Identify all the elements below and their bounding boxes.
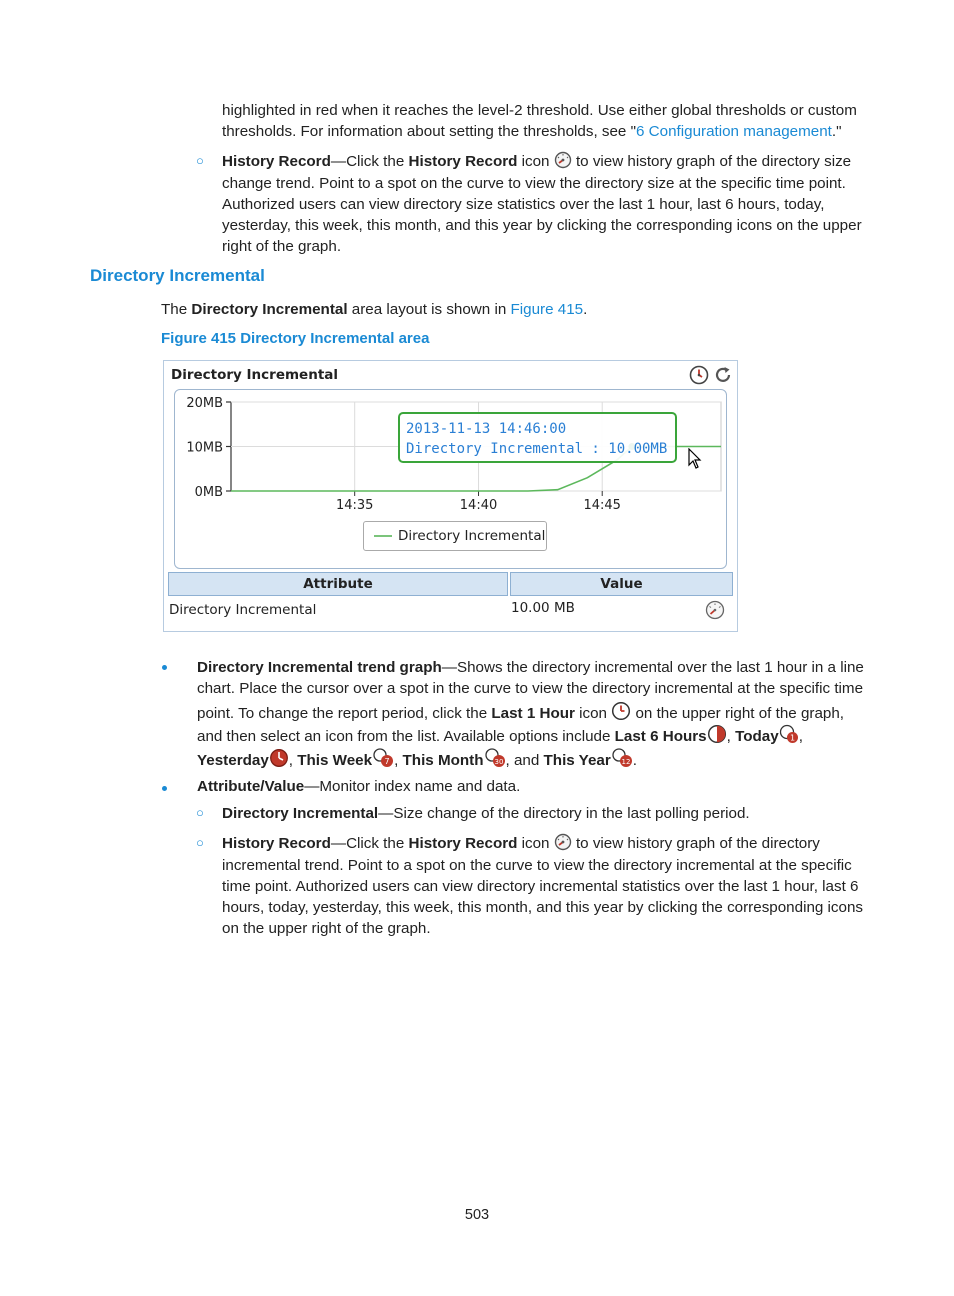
text: icon xyxy=(517,835,554,852)
text: . xyxy=(583,301,588,318)
x-tick-label: 14:35 xyxy=(335,498,374,513)
bullet-trend-graph-line1 xyxy=(197,657,864,678)
text: The xyxy=(161,301,192,318)
text: area layout is shown in xyxy=(347,301,511,318)
history-record-item-1-line4: yesterday, this week, this month, and this year by clicking the corresponding icons on the upper xyxy=(222,217,862,234)
intro-paragraph xyxy=(161,299,587,320)
chart-tooltip xyxy=(398,412,677,463)
refresh-icon[interactable] xyxy=(713,365,733,389)
text: , xyxy=(798,728,803,745)
bullet-trend-graph-line5 xyxy=(197,748,637,774)
text: ." xyxy=(831,123,842,140)
tooltip-time: 2013-11-13 14:46:00 xyxy=(406,421,567,437)
text: icon xyxy=(574,705,612,722)
term: This Week xyxy=(297,752,373,769)
text: , and xyxy=(505,752,544,769)
bullet-marker xyxy=(162,665,167,670)
bullet-marker xyxy=(162,786,167,791)
history-record-item-2-line4: hours, today, yesterday, this week, this month, and this year by clicking the corresponding icons xyxy=(222,899,864,916)
this-month-icon xyxy=(484,748,506,774)
history-record-item-2-line2: incremental trend. Point to a spot on the curve to view the directory incremental at the specific xyxy=(222,857,852,874)
yesterday-icon xyxy=(269,748,289,774)
svg-text:1: 1 xyxy=(789,733,795,743)
text: point. To change the report period, click the xyxy=(197,705,492,722)
term: Today xyxy=(735,728,779,745)
y-tick-label: 20MB xyxy=(186,396,223,411)
term: Directory Incremental trend graph xyxy=(197,659,442,676)
value-cell: 10.00 MB xyxy=(511,600,575,616)
history-record-icon xyxy=(554,833,572,857)
directory-incremental-widget xyxy=(163,360,738,632)
sub-bullet-marker: ○ xyxy=(196,153,204,168)
figure-415-link[interactable]: Figure 415 xyxy=(510,301,584,318)
text: , xyxy=(726,728,736,745)
page-number: 503 xyxy=(464,1207,490,1223)
history-record-icon xyxy=(554,151,572,175)
history-clock-icon[interactable] xyxy=(689,365,709,389)
legend-swatch xyxy=(374,535,392,537)
chart-box xyxy=(174,389,727,569)
bullet-attribute-value xyxy=(197,776,520,797)
history-record-item-1 xyxy=(222,151,851,175)
term: Yesterday xyxy=(197,752,269,769)
term: History Record xyxy=(222,153,331,170)
history-record-icon[interactable] xyxy=(705,600,725,624)
chart-legend xyxy=(363,521,547,551)
text: thresholds. For information about setting the thresholds, see " xyxy=(222,123,636,140)
term: Last 6 Hours xyxy=(614,728,707,745)
history-record-item-2-line5: on the upper right of the graph. xyxy=(222,920,431,937)
configuration-management-link[interactable]: 6 Configuration management xyxy=(636,123,832,140)
text: to view history graph of the directory size xyxy=(571,153,852,170)
y-tick-label: 0MB xyxy=(194,485,223,500)
svg-text:30: 30 xyxy=(494,758,503,766)
term: Directory Incremental xyxy=(191,301,348,318)
text: and then select an icon from the list. Available options include xyxy=(197,728,615,745)
attribute-column-header[interactable]: Attribute xyxy=(168,572,508,596)
term: This Year xyxy=(543,752,611,769)
term: History Record xyxy=(222,835,331,852)
svg-text:12: 12 xyxy=(621,758,631,766)
bullet-trend-graph-line2: chart. Place the cursor over a spot in the curve to view the directory incremental at the specific time xyxy=(197,680,864,697)
svg-text:7: 7 xyxy=(384,757,390,766)
sub-item-directory-incremental xyxy=(222,803,750,824)
term: Directory Incremental xyxy=(222,805,379,822)
attribute-cell: Directory Incremental xyxy=(169,602,317,618)
value-column-header[interactable]: Value xyxy=(510,572,733,596)
term: History Record xyxy=(408,835,518,852)
text: —Monitor index name and data. xyxy=(304,778,521,795)
history-record-item-2 xyxy=(222,833,820,857)
widget-title: Directory Incremental xyxy=(171,367,339,383)
this-year-icon xyxy=(611,748,633,774)
x-tick-label: 14:45 xyxy=(583,498,621,513)
legend-label: Directory Incremental xyxy=(398,528,546,544)
term: This Month xyxy=(402,752,484,769)
history-record-item-1-line3: Authorized users can view directory size statistics over the last 1 hour, last 6 hours, today, xyxy=(222,196,825,213)
text: on the upper right of the graph, xyxy=(631,705,845,722)
history-record-item-2-line3: time point. Authorized users can view directory incremental statistics over the last 1 hour, last 6 xyxy=(222,878,859,895)
term: Last 1 Hour xyxy=(491,705,575,722)
history-record-item-1-line5: right of the graph. xyxy=(222,238,342,255)
text: to view history graph of the directory xyxy=(571,835,820,852)
history-record-item-1-line2: change trend. Point to a spot on the curve to view the directory size at the specific time point. xyxy=(222,175,846,192)
text: —Shows the directory incremental over the last 1 hour in a line xyxy=(441,659,864,676)
text: —Size change of the directory in the last polling period. xyxy=(378,805,750,822)
term: Attribute/Value xyxy=(197,778,305,795)
text: icon xyxy=(517,153,554,170)
paragraph-threshold-line1: highlighted in red when it reaches the level-2 threshold. Use either global thresholds or custom xyxy=(222,102,857,119)
text: , xyxy=(394,752,403,769)
last-6-hours-icon xyxy=(707,724,727,750)
tooltip-value: Directory Incremental : 10.00MB xyxy=(406,441,668,457)
text: —Click the xyxy=(330,153,409,170)
sub-bullet-marker: ○ xyxy=(196,805,204,820)
mouse-cursor-icon xyxy=(688,448,702,474)
term: History Record xyxy=(408,153,518,170)
y-tick-label: 10MB xyxy=(186,440,223,456)
text: , xyxy=(288,752,298,769)
text: —Click the xyxy=(330,835,409,852)
this-week-icon xyxy=(372,748,394,774)
bullet-trend-graph-line4 xyxy=(197,724,803,750)
section-title: Directory Incremental xyxy=(90,266,265,285)
figure-caption: Figure 415 Directory Incremental area xyxy=(161,330,430,347)
today-icon xyxy=(779,724,799,750)
paragraph-threshold-line2 xyxy=(222,121,842,142)
x-tick-label: 14:40 xyxy=(459,498,498,513)
sub-bullet-marker: ○ xyxy=(196,835,204,850)
text: . xyxy=(632,752,638,769)
